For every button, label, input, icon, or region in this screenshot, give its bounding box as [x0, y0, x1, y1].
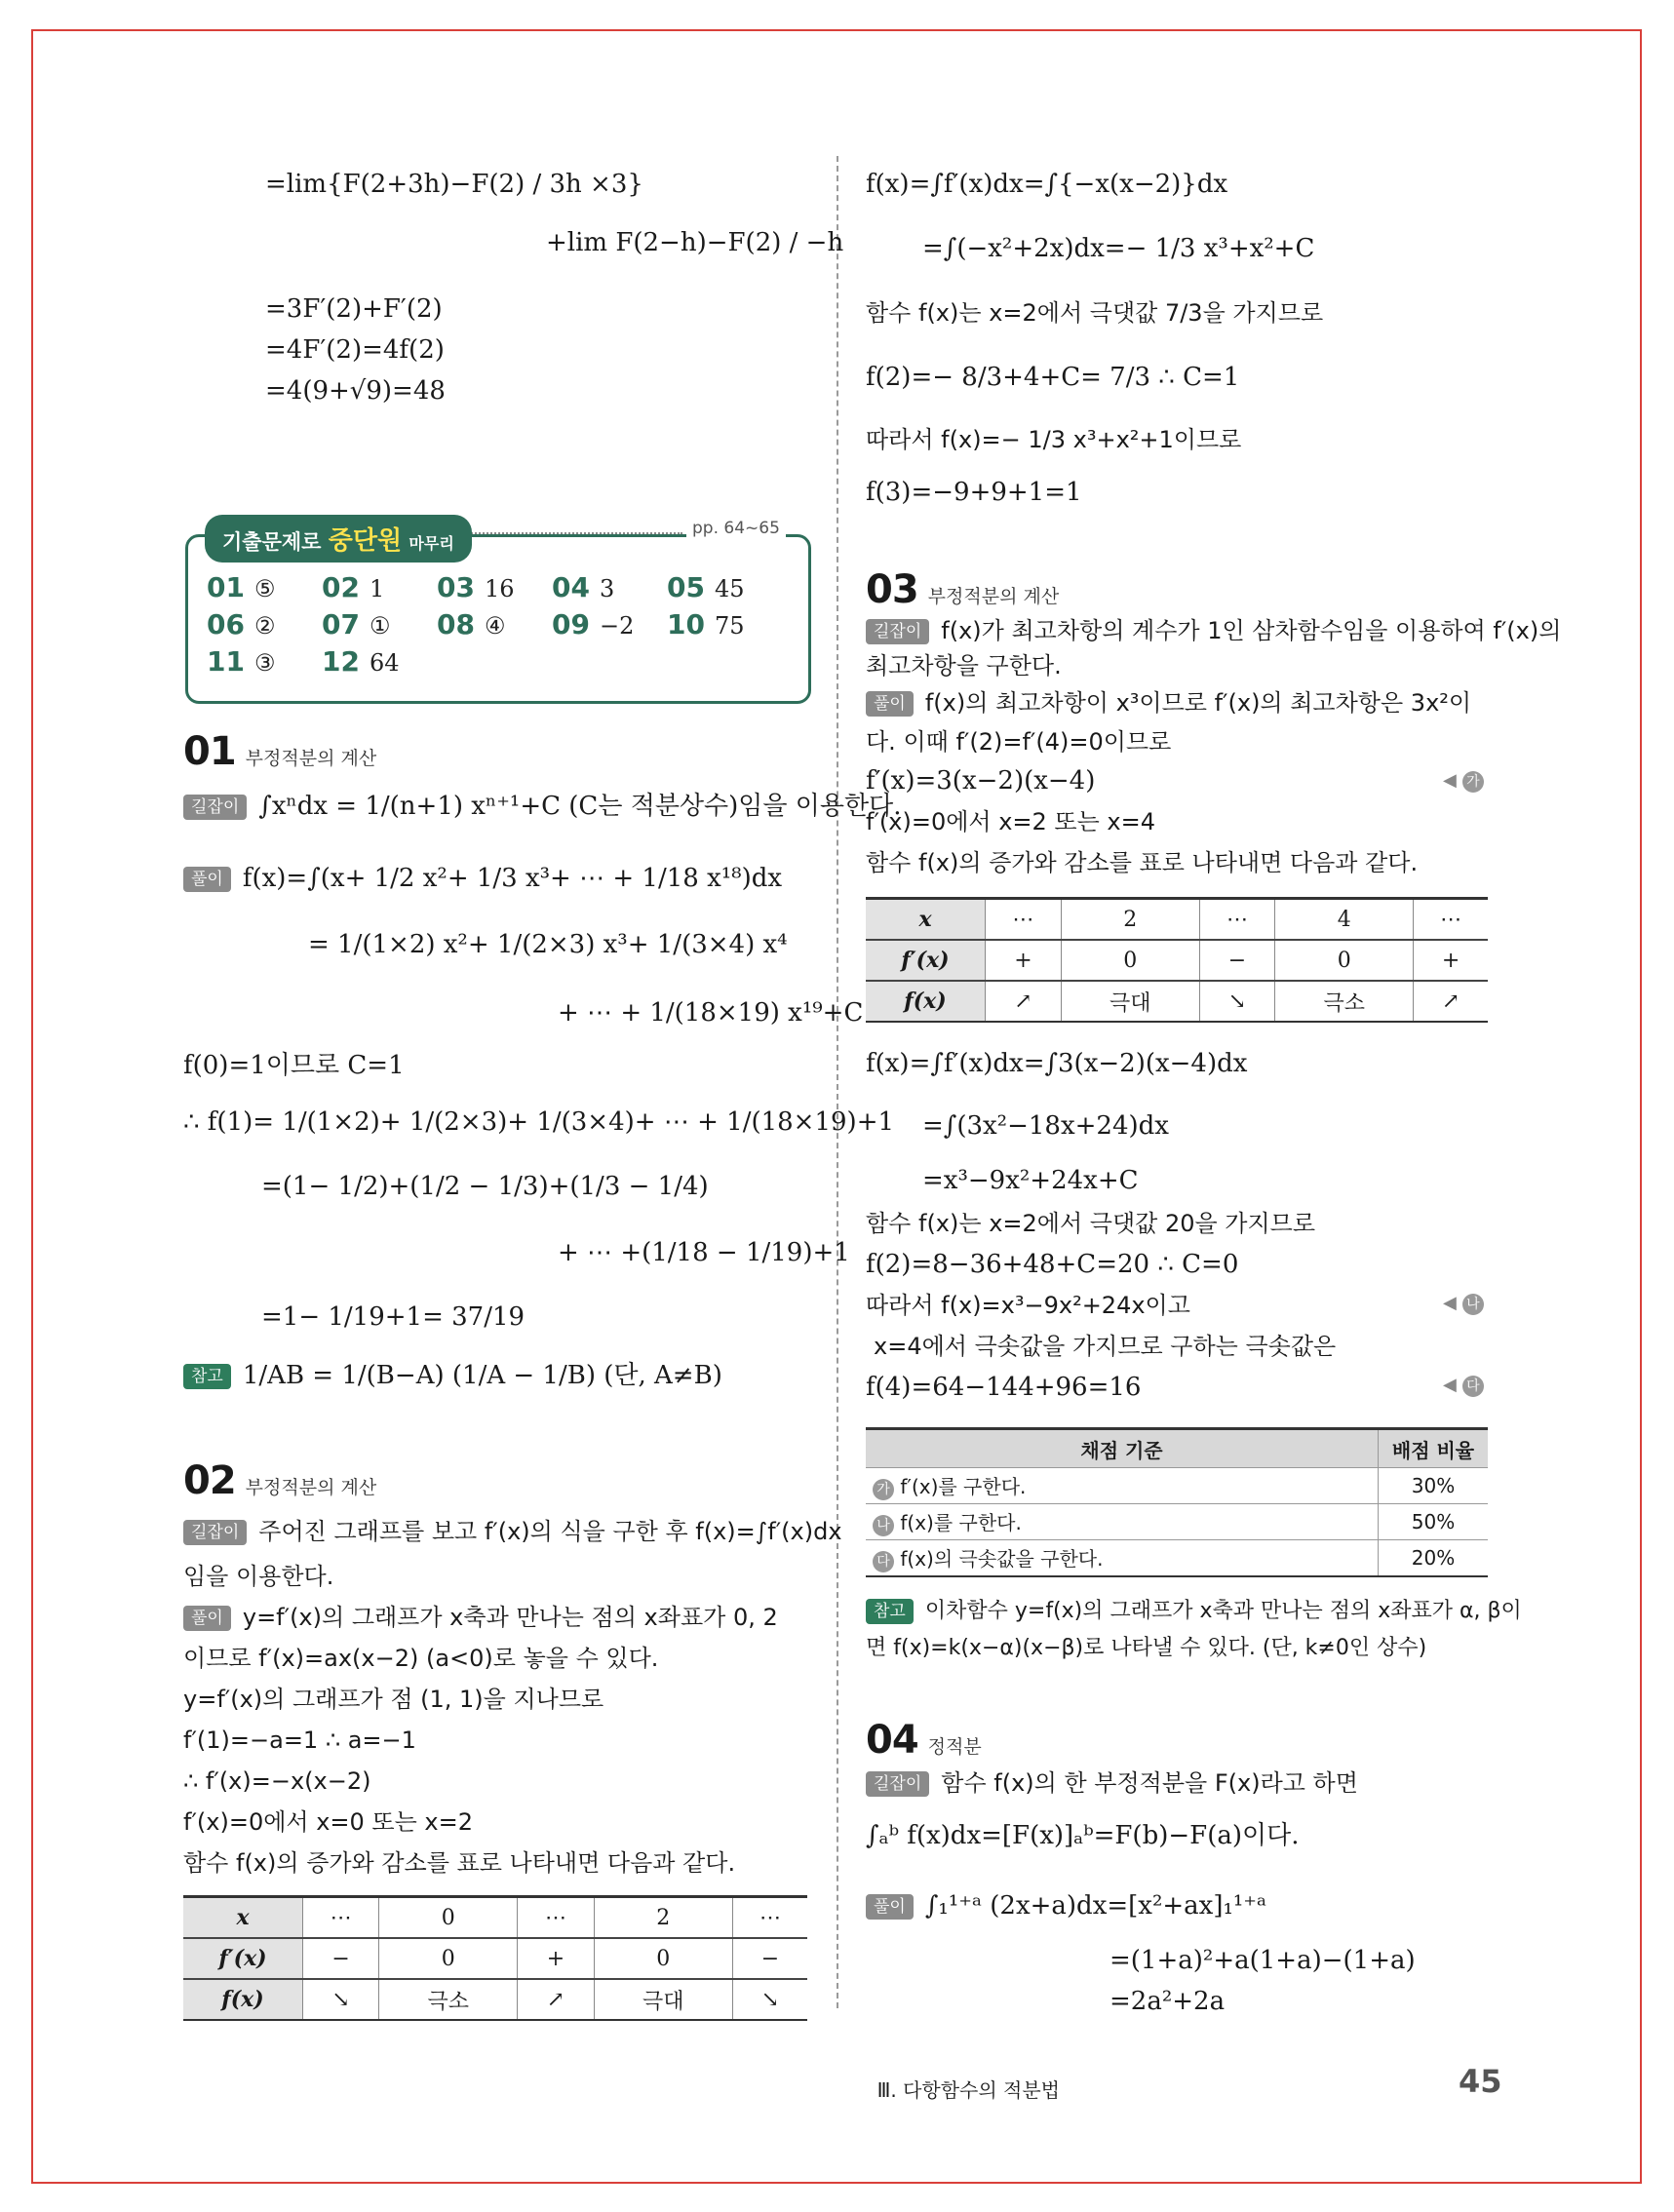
section-04-title: [866, 1718, 982, 1763]
solution-line: 함수 f(x)의 증가와 감소를 표로 나타내면 다음과 같다.: [866, 849, 1419, 876]
solution-tag: 풀이: [866, 1894, 914, 1920]
solution-tag: 풀이: [866, 691, 914, 717]
answer-item: 10 75: [667, 608, 745, 640]
solution-line: f′(1)=−a=1 ∴ a=−1: [183, 1727, 416, 1754]
section-topic: 부정적분의 계산: [927, 586, 1060, 607]
table-row: 다 f(x)의 극솟값을 구한다. 20%: [866, 1540, 1488, 1577]
table-row: f(x) ↘ 극소 ↗ 극대 ↘: [183, 1979, 807, 2020]
answer-item: 05 45: [667, 571, 745, 603]
answer-item: 11 ③: [207, 645, 276, 678]
hint-tag: 길잡이: [183, 795, 247, 820]
chapter-footer: Ⅲ. 다항함수의 적분법: [876, 2078, 1060, 2102]
answer-item: 04 3: [552, 571, 615, 603]
solution-tag: 풀이: [183, 1606, 231, 1631]
answer-box-title: [205, 515, 472, 563]
math-line: =3F′(2)+F′(2): [265, 294, 443, 324]
math-line: 함수 f(x)는 x=2에서 극댓값 20을 가지므로: [866, 1210, 1316, 1237]
hint-text: ∫xⁿdx = 1/(n+1) xⁿ⁺¹+C (C는 적분상수)임을 이용한다.: [258, 792, 902, 821]
math-line: f(x)=∫f′(x)dx=∫{−x(x−2)}dx: [866, 170, 1228, 199]
hint-line: 최고차항을 구한다.: [866, 652, 1062, 679]
section-01-title: [183, 729, 376, 774]
table-row: f′(x) + 0 − 0 +: [866, 940, 1488, 981]
solution-line: y=f′(x)의 그래프가 점 (1, 1)을 지나므로: [183, 1686, 604, 1713]
math-line: 함수 f(x)는 x=2에서 극댓값 7/3을 가지므로: [866, 299, 1324, 327]
answer-item: 01 ⑤: [207, 571, 276, 603]
solution-tag: 풀이: [183, 867, 231, 892]
math-line: f(3)=−9+9+1=1: [866, 478, 1082, 507]
hint-line: ∫ₐᵇ f(x)dx=[F(x)]ₐᵇ=F(b)−F(a)이다.: [866, 1821, 1300, 1850]
section-topic: 부정적분의 계산: [245, 1477, 377, 1498]
step-marker: ◀ 나: [1443, 1293, 1484, 1315]
hint-line: 길잡이 함수 f(x)의 한 부정적분을 F(x)라고 하면: [866, 1763, 1358, 1804]
section-02-title: [183, 1458, 376, 1503]
math-line: 따라서 f(x)=− 1/3 x³+x²+1이므로: [866, 426, 1242, 453]
hint-line: 길잡이 f(x)가 최고차항의 계수가 1인 삼차함수임을 이용하여 f′(x)의: [866, 610, 1561, 651]
table-row: x ⋯ 2 ⋯ 4 ⋯: [866, 899, 1488, 941]
solution-line: 함수 f(x)의 증가와 감소를 표로 나타내면 다음과 같다.: [183, 1849, 736, 1877]
section-number: 03: [866, 567, 918, 612]
answer-item: 03 16: [437, 571, 515, 603]
math-line: =(1− 1/2)+(1/2 − 1/3)+(1/3 − 1/4): [261, 1172, 709, 1201]
answer-item: 12 64: [322, 645, 400, 678]
title-highlight: 중단원: [328, 526, 403, 556]
math-line: =∫(−x²+2x)dx=− 1/3 x³+x²+C: [922, 234, 1315, 263]
title-suffix: 마무리: [409, 534, 454, 553]
math-line: f(2)=− 8/3+4+C= 7/3 ∴ C=1: [866, 363, 1240, 392]
math-line: =lim{F(2+3h)−F(2) / 3h ×3}: [265, 170, 643, 199]
table-row: x ⋯ 0 ⋯ 2 ⋯: [183, 1897, 807, 1939]
solution-line: 풀이 f(x)=∫(x+ 1/2 x²+ 1/3 x³+ ⋯ + 1/18 x¹⁸)dx: [183, 858, 782, 899]
math-line: +lim F(2−h)−F(2) / −h: [546, 228, 844, 257]
column-divider: [837, 156, 838, 2008]
table-row: 가 f′(x)를 구한다. 30%: [866, 1468, 1488, 1504]
hint-line: 길잡이 주어진 그래프를 보고 f′(x)의 식을 구한 후 f(x)=∫f′(x)dx: [183, 1511, 842, 1552]
solution-line: 풀이 f(x)의 최고차항이 x³이므로 f′(x)의 최고차항은 3x²이: [866, 682, 1471, 723]
hint-tag: 길잡이: [866, 1771, 929, 1797]
answer-item: 09 −2: [552, 608, 635, 640]
solution-line: f′(x)=3(x−2)(x−4): [866, 766, 1096, 796]
solution-line: 풀이 ∫₁¹⁺ᵃ (2x+a)dx=[x²+ax]₁¹⁺ᵃ: [866, 1885, 1266, 1926]
solution-line: ∴ f′(x)=−x(x−2): [183, 1767, 371, 1795]
note-line: 참고 1/AB = 1/(B−A) (1/A − 1/B) (단, A≠B): [183, 1355, 722, 1396]
increase-decrease-table-03: [866, 897, 1488, 1023]
note-line: 참고 이차함수 y=f(x)의 그래프가 x축과 만나는 점의 x좌표가 α, β이: [866, 1591, 1522, 1632]
math-line: =2a²+2a: [1110, 1987, 1226, 2016]
table-header: 채점 기준 배점 비율: [866, 1429, 1488, 1468]
section-topic: 정적분: [927, 1736, 982, 1758]
answer-item: 06 ②: [207, 608, 276, 640]
title-prefix: 기출문제로: [222, 530, 322, 554]
solution-line: f′(x)=0에서 x=0 또는 x=2: [183, 1808, 473, 1836]
solution-line: 다. 이때 f′(2)=f′(4)=0이므로: [866, 728, 1172, 756]
answer-pages: pp. 64~65: [686, 519, 786, 538]
scoring-table: [866, 1427, 1488, 1577]
note-tag: 참고: [866, 1599, 914, 1624]
step-marker: ◀ 다: [1443, 1375, 1484, 1397]
math-line: =4F′(2)=4f(2): [265, 335, 445, 365]
math-line: + ⋯ + 1/(18×19) x¹⁹+C: [558, 998, 864, 1028]
math-line: = 1/(1×2) x²+ 1/(2×3) x³+ 1/(3×4) x⁴: [308, 930, 788, 959]
table-row: f′(x) − 0 + 0 −: [183, 1938, 807, 1979]
section-number: 02: [183, 1458, 236, 1503]
math-line: f(4)=64−144+96=16: [866, 1373, 1142, 1402]
math-line: =∫(3x²−18x+24)dx: [922, 1111, 1169, 1141]
math-line: =4(9+√9)=48: [265, 376, 446, 406]
solution-line: 풀이 y=f′(x)의 그래프가 x축과 만나는 점의 x좌표가 0, 2: [183, 1597, 778, 1638]
answer-item: 02 1: [322, 571, 385, 603]
math-line: f(2)=8−36+48+C=20 ∴ C=0: [866, 1250, 1239, 1279]
math-line: + ⋯ +(1/18 − 1/19)+1: [558, 1238, 850, 1267]
math-line: =1− 1/19+1= 37/19: [261, 1302, 526, 1332]
math-line: ∴ f(1)= 1/(1×2)+ 1/(2×3)+ 1/(3×4)+ ⋯ + 1/(18×19)+1: [183, 1107, 895, 1137]
page-number: 45: [1459, 2063, 1502, 2100]
note-tag: 참고: [183, 1364, 231, 1389]
math-line: f(x)=∫f′(x)dx=∫3(x−2)(x−4)dx: [866, 1049, 1248, 1078]
section-topic: 부정적분의 계산: [245, 748, 377, 769]
step-marker: ◀ 가: [1443, 770, 1484, 793]
section-number: 04: [866, 1718, 918, 1763]
hint-line: [183, 786, 902, 827]
solution-line: 이므로 f′(x)=ax(x−2) (a<0)로 놓을 수 있다.: [183, 1645, 659, 1672]
answer-item: 08 ④: [437, 608, 506, 640]
hint-tag: 길잡이: [183, 1520, 247, 1545]
math-line: =(1+a)²+a(1+a)−(1+a): [1110, 1946, 1416, 1975]
section-03-title: [866, 567, 1059, 612]
hint-line: 임을 이용한다.: [183, 1563, 334, 1590]
table-row: f(x) ↗ 극대 ↘ 극소 ↗: [866, 981, 1488, 1022]
increase-decrease-table-02: [183, 1895, 807, 2021]
solution-line: f′(x)=0에서 x=2 또는 x=4: [866, 808, 1155, 835]
math-line: 따라서 f(x)=x³−9x²+24x이고: [866, 1292, 1190, 1319]
section-number: 01: [183, 729, 236, 774]
math-line: f(0)=1이므로 C=1: [183, 1051, 405, 1080]
table-row: 나 f(x)를 구한다. 50%: [866, 1504, 1488, 1540]
math-line: x=4에서 극솟값을 가지므로 구하는 극솟값은: [874, 1333, 1337, 1360]
dotted-leader: [448, 532, 682, 534]
answer-item: 07 ①: [322, 608, 391, 640]
note-line: 면 f(x)=k(x−α)(x−β)로 나타낼 수 있다. (단, k≠0인 상수): [866, 1636, 1427, 1660]
math-line: =x³−9x²+24x+C: [922, 1166, 1139, 1195]
hint-tag: 길잡이: [866, 619, 929, 644]
